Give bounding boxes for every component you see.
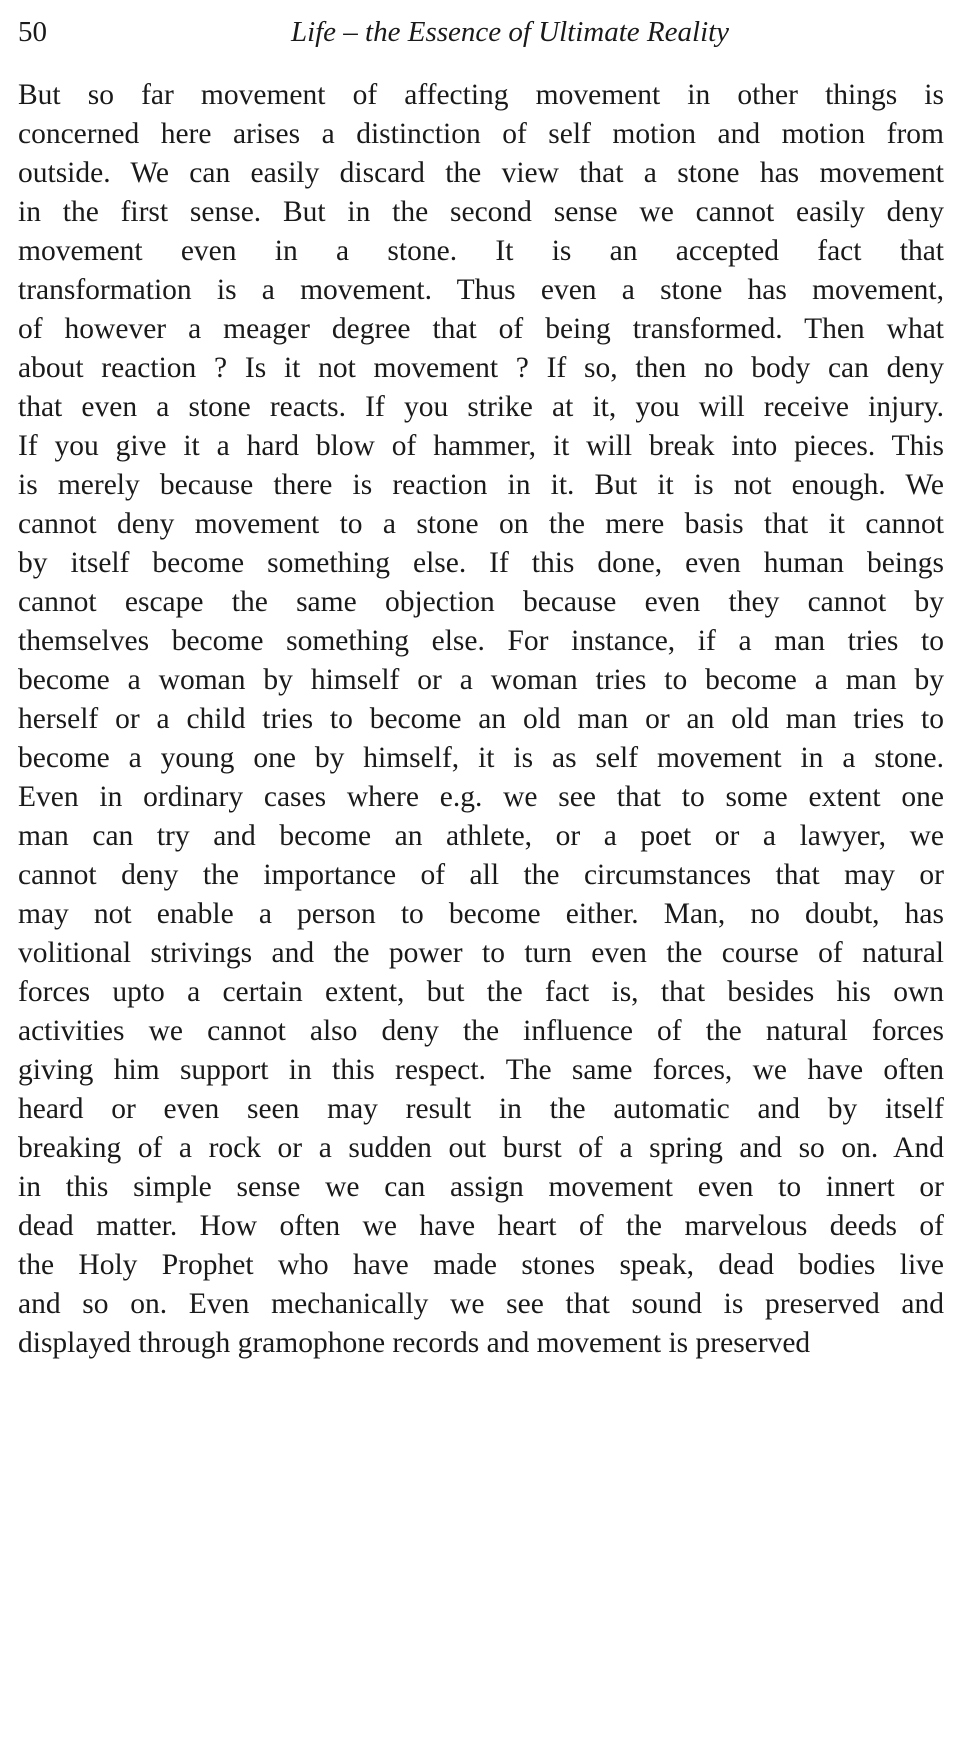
body-paragraph xyxy=(18,76,944,1363)
book-title: Life – the Essence of Ultimate Reality xyxy=(290,16,730,48)
text-line: man can try and become an athlete, or a poet or a lawyer, we xyxy=(18,820,944,852)
page-number: 50 xyxy=(18,16,47,48)
text-line: may not enable a person to become either. Man, no doubt, has xyxy=(18,898,944,930)
text-line: heard or even seen may result in the automatic and by itself xyxy=(18,1093,944,1125)
running-header xyxy=(18,10,942,54)
text-line: the Holy Prophet who have made stones speak, dead bodies live xyxy=(18,1249,944,1281)
text-line: cannot escape the same objection because even they cannot by xyxy=(18,586,944,618)
text-line: become a young one by himself, it is as self movement in a stone. xyxy=(18,742,944,774)
text-line: and so on. Even mechanically we see that sound is preserved and xyxy=(18,1288,944,1320)
text-line: about reaction ? Is it not movement ? If so, then no body can deny xyxy=(18,352,944,384)
text-line: herself or a child tries to become an old man or an old man tries to xyxy=(18,703,944,735)
text-line: in the first sense. But in the second sense we cannot easily deny xyxy=(18,196,944,228)
text-line: become a woman by himself or a woman tries to become a man by xyxy=(18,664,944,696)
text-line: breaking of a rock or a sudden out burst of a spring and so on. And xyxy=(18,1132,944,1164)
text-line: Even in ordinary cases where e.g. we see that to some extent one xyxy=(18,781,944,813)
text-line: cannot deny movement to a stone on the mere basis that it cannot xyxy=(18,508,944,540)
text-line: But so far movement of affecting movement in other things is xyxy=(18,79,944,111)
text-line: dead matter. How often we have heart of the marvelous deeds of xyxy=(18,1210,944,1242)
text-line: outside. We can easily discard the view that a stone has movement xyxy=(18,157,944,189)
text-line: activities we cannot also deny the influence of the natural forces xyxy=(18,1015,944,1047)
text-line: displayed through gramophone records and movement is preserved xyxy=(18,1327,811,1359)
text-line: by itself become something else. If this done, even human beings xyxy=(18,547,944,579)
text-line: concerned here arises a distinction of self motion and motion from xyxy=(18,118,944,150)
text-line: transformation is a movement. Thus even a stone has movement, xyxy=(18,274,944,306)
text-line: movement even in a stone. It is an accepted fact that xyxy=(18,235,944,267)
text-line: of however a meager degree that of being transformed. Then what xyxy=(18,313,944,345)
text-line: forces upto a certain extent, but the fact is, that besides his own xyxy=(18,976,944,1008)
text-line: is merely because there is reaction in it. But it is not enough. We xyxy=(18,469,944,501)
text-line: in this simple sense we can assign movement even to innert or xyxy=(18,1171,944,1203)
text-line: giving him support in this respect. The same forces, we have often xyxy=(18,1054,944,1086)
text-line: volitional strivings and the power to turn even the course of natural xyxy=(18,937,944,969)
text-line: themselves become something else. For instance, if a man tries to xyxy=(18,625,944,657)
text-line: If you give it a hard blow of hammer, it will break into pieces. This xyxy=(18,430,944,462)
text-line: that even a stone reacts. If you strike at it, you will receive injury. xyxy=(18,391,944,423)
text-line: cannot deny the importance of all the circumstances that may or xyxy=(18,859,944,891)
